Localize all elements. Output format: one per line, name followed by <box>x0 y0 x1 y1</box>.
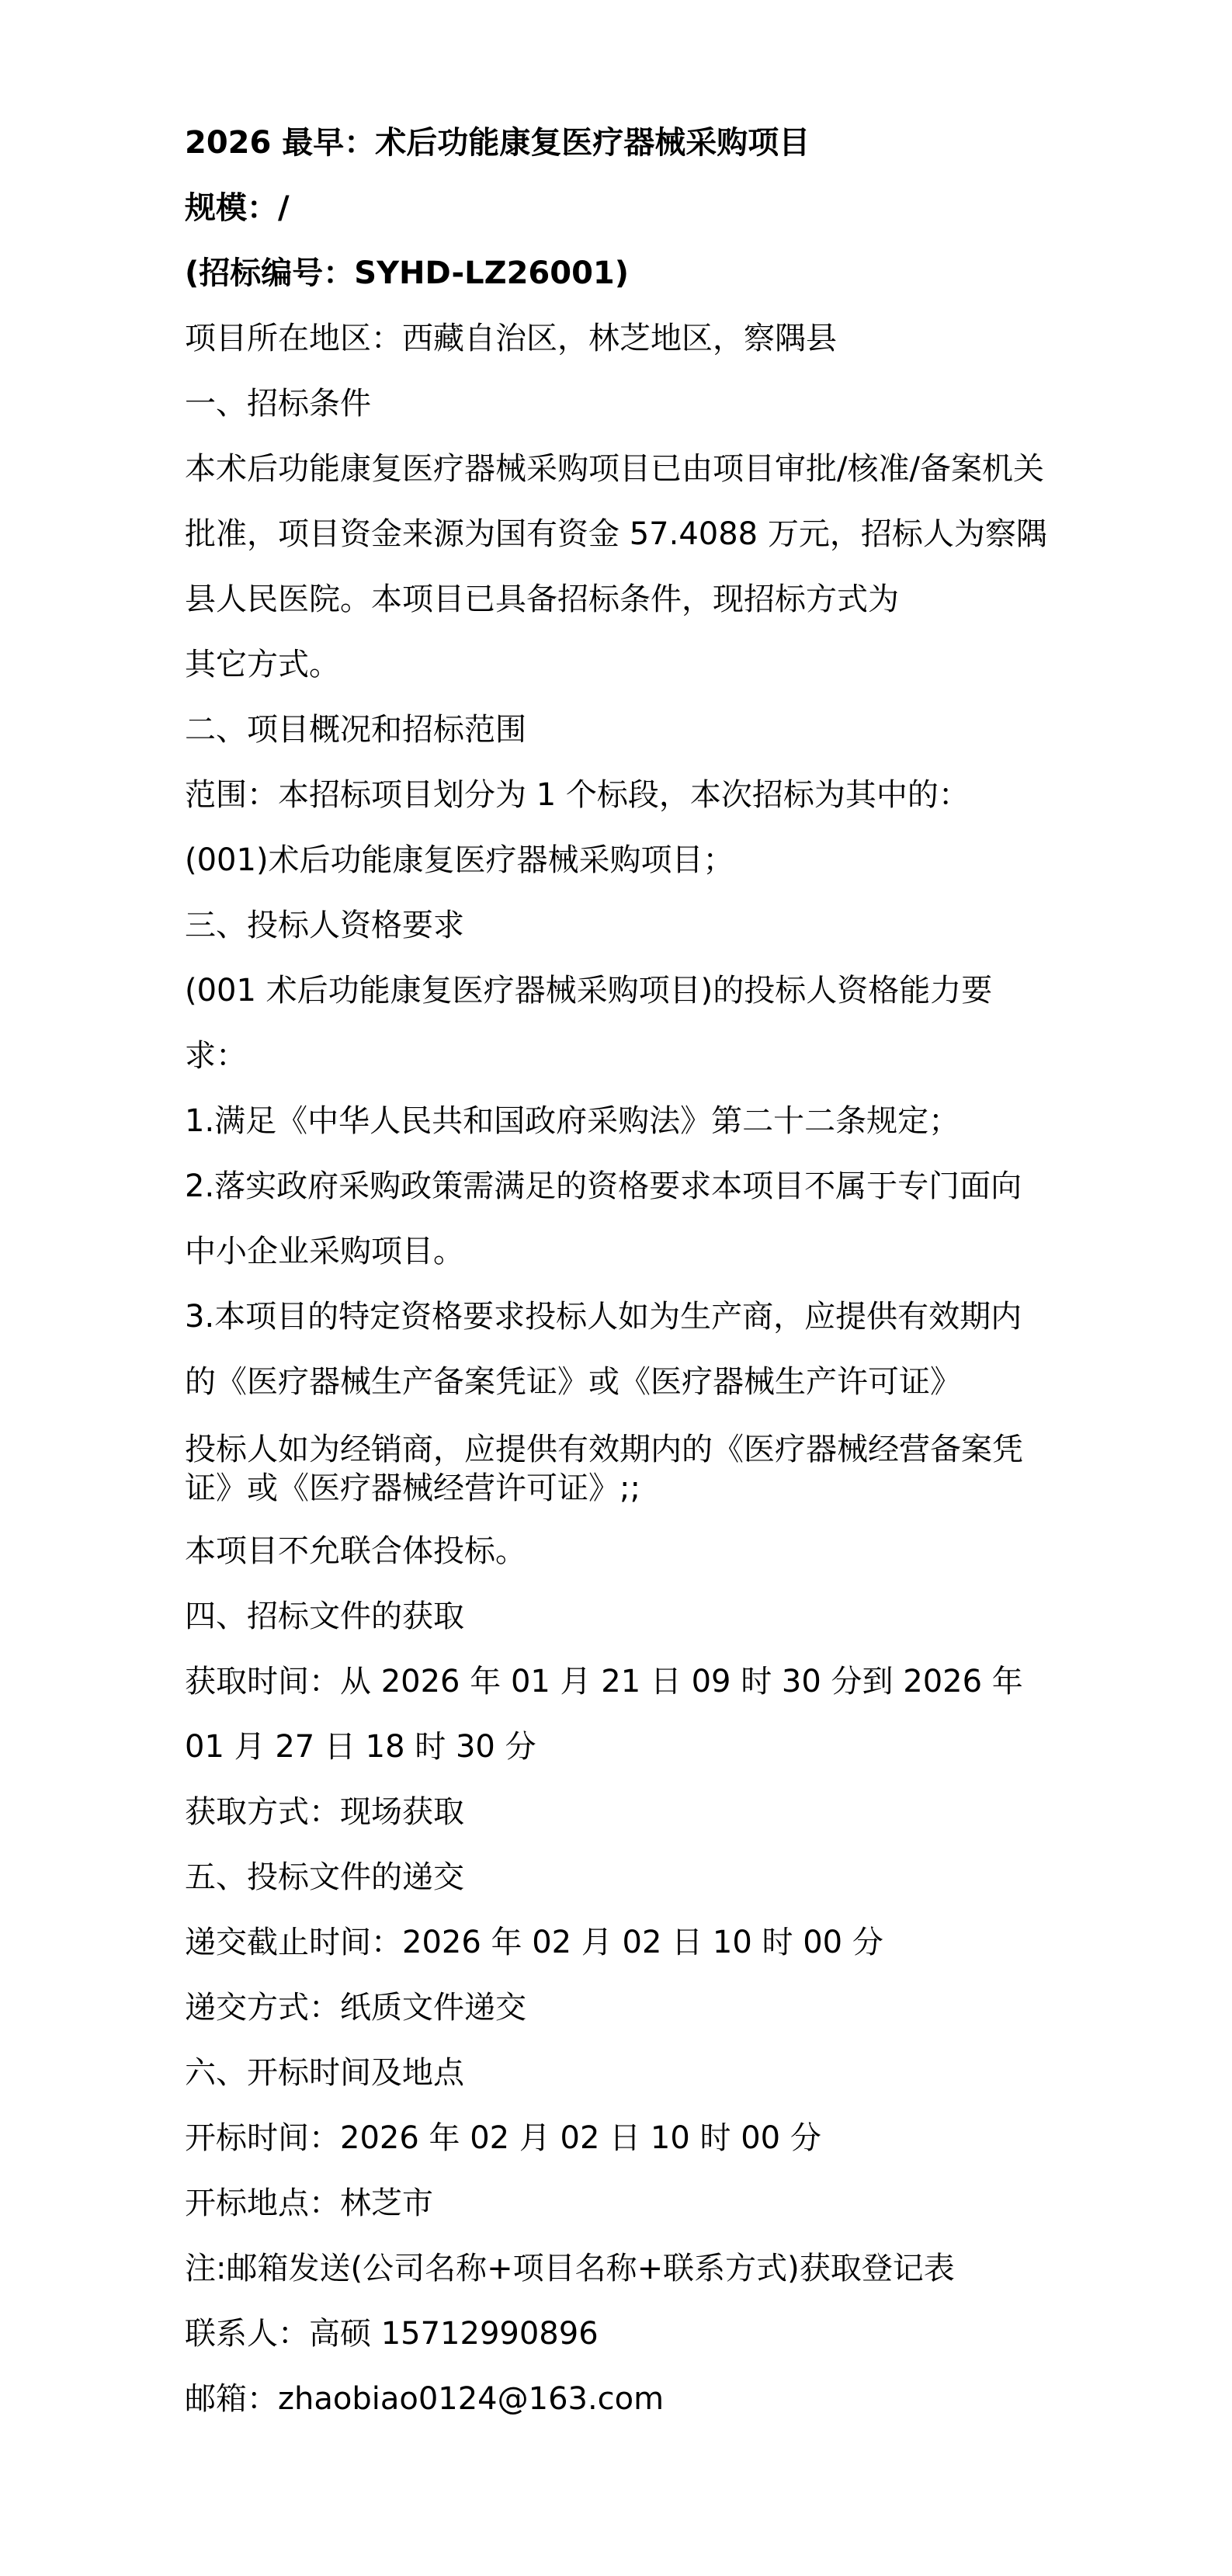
section-heading-project-overview: 二、项目概况和招标范围 <box>185 712 526 748</box>
submission-method: 递交方式：纸质文件递交 <box>185 1990 526 2026</box>
section-heading-bid-opening: 六、开标时间及地点 <box>185 2055 464 2091</box>
submission-deadline: 递交截止时间：2026 年 02 月 02 日 10 时 00 分 <box>185 1925 883 1960</box>
qualification-requirement-1: 1.满足《中华人民共和国政府采购法》第二十二条规定； <box>185 1103 960 1139</box>
tender-number: (招标编号：SYHD-LZ26001) <box>185 255 630 291</box>
acquisition-method: 获取方式：现场获取 <box>185 1794 464 1830</box>
section-heading-tender-conditions: 一、招标条件 <box>185 386 371 422</box>
consortium-note: 本项目不允联合体投标。 <box>185 1533 526 1569</box>
project-scale: 规模：/ <box>185 190 290 226</box>
qualification-intro: (001 术后功能康复医疗器械采购项目)的投标人资格能力要求： <box>185 973 993 1074</box>
contact-email: 邮箱：zhaobiao0124@163.com <box>185 2381 665 2417</box>
tender-lot-text: (001)术后功能康复医疗器械采购项目； <box>185 842 734 878</box>
section-heading-document-acquisition: 四、招标文件的获取 <box>185 1599 464 1634</box>
qualification-requirement-2: 2.落实政府采购政策需满足的资格要求本项目不属于专门面向中小企业采购项目。 <box>185 1168 1022 1269</box>
registration-note: 注:邮箱发送(公司名称+项目名称+联系方式)获取登记表 <box>185 2251 955 2286</box>
qualification-requirement-3b: 投标人如为经销商，应提供有效期内的《医疗器械经营备案凭证》或《医疗器械经营许可证》;; <box>185 1432 1023 1506</box>
tender-scope-text: 范围：本招标项目划分为 1 个标段，本次招标为其中的： <box>185 777 970 813</box>
acquisition-time: 获取时间：从 2026 年 01 月 21 日 09 时 30 分到 2026 年 01 月 27 日 18 时 30 分 <box>185 1664 1023 1765</box>
document-title: 2026 最早：术后功能康复医疗器械采购项目 <box>185 125 810 161</box>
bid-opening-place: 开标地点：林芝市 <box>185 2185 433 2221</box>
tender-method-text: 其它方式。 <box>185 647 340 682</box>
section-heading-bid-submission: 五、投标文件的递交 <box>185 1859 464 1895</box>
tender-announcement <box>185 110 1050 2432</box>
section-heading-bidder-qualifications: 三、投标人资格要求 <box>185 908 464 943</box>
contact-person: 联系人：高硕 15712990896 <box>185 2316 599 2352</box>
tender-conditions-paragraph: 本术后功能康复医疗器械采购项目已由项目审批/核准/备案机关批准，项目资金来源为国有资金 57.4088 万元，招标人为察隅县人民医院。本项目已具备招标条件，现招标方式为 <box>185 451 1047 617</box>
qualification-requirement-3a: 3.本项目的特定资格要求投标人如为生产商，应提供有效期内的《医疗器械生产备案凭证》或《医疗器械生产许可证》 <box>185 1299 1022 1400</box>
project-region: 项目所在地区：西藏自治区，林芝地区，察隅县 <box>185 321 837 356</box>
bid-opening-time: 开标时间：2026 年 02 月 02 日 10 时 00 分 <box>185 2120 821 2156</box>
